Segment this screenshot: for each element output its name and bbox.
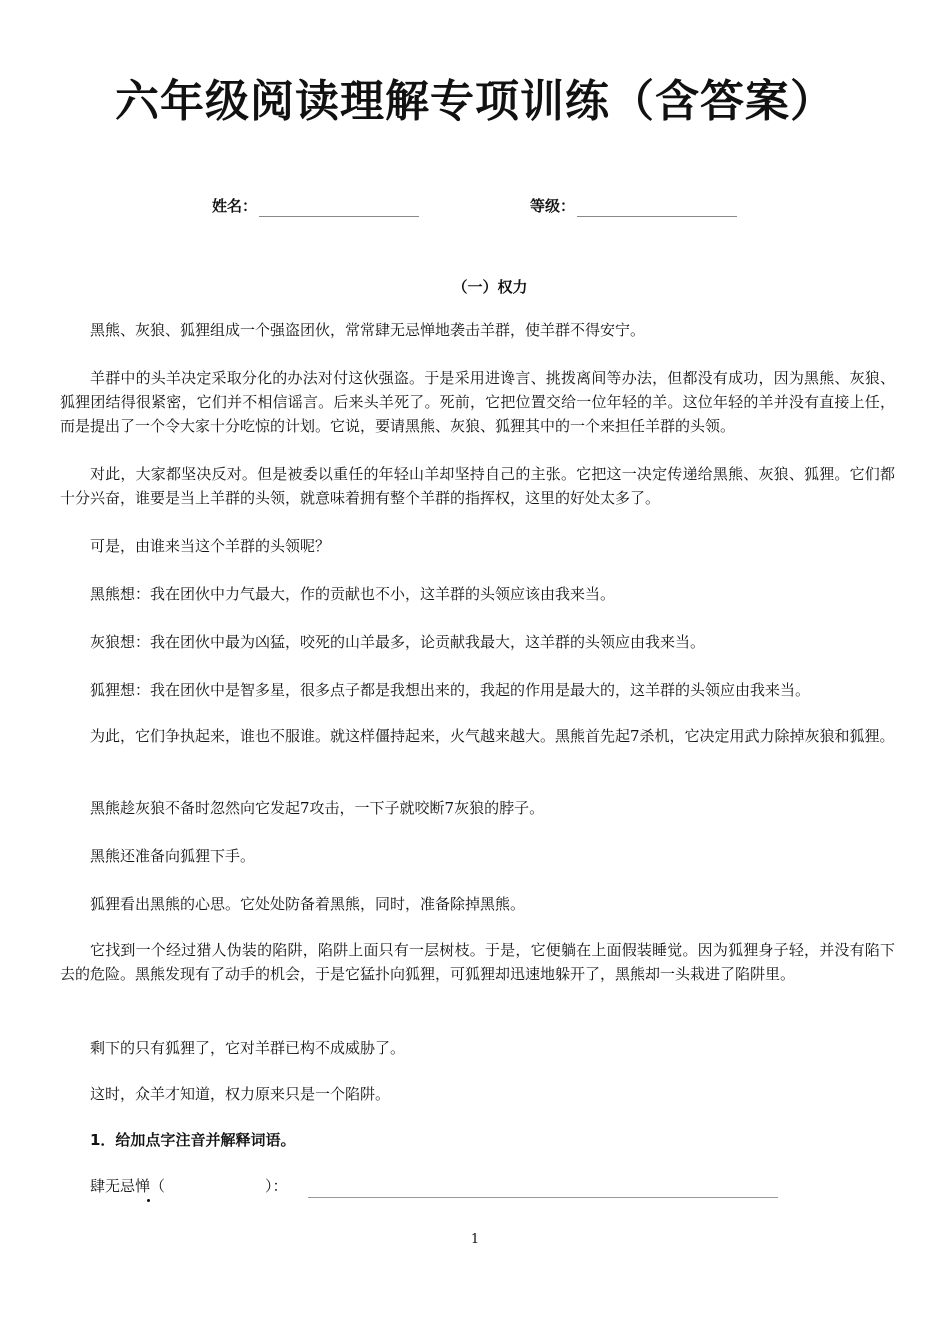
- question-1: 1．给加点字注音并解释词语。: [90, 1131, 296, 1149]
- story-paragraph: 狐狸看出黑熊的心思。它处处防备着黑熊，同时，准备除掉黑熊。: [90, 895, 526, 913]
- story-paragraph: 对此，大家都坚决反对。但是被委以重任的年轻山羊却坚持自己的主张。它把这一决定传递给黑熊、灰狼、狐狸。它们都十分兴奋，谁要是当上羊群的头领，就意味着拥有整个羊群的指挥权，这里的好处太多了。: [60, 465, 895, 507]
- story-paragraph: 羊群中的头羊决定采取分化的办法对付这伙强盗。于是采用进谗言、挑拨离间等办法，但都没有成功，因为黑熊、灰狼、狐狸团结得很紧密，它们并不相信谣言。后来头羊死了。死前，它把位置交给一位年轻的羊。这位年轻的羊并没有直接上任，而是提出了一个令大家十分吃惊的计划。它说，要请黑熊、灰狼、狐狸其中的一个来担任羊群的头领。: [60, 369, 895, 435]
- explanation-blank-line[interactable]: [308, 1179, 778, 1198]
- story-paragraph: 它找到一个经过猎人伪装的陷阱，陷阱上面只有一层树枝。于是，它便躺在上面假装睡觉。因为狐狸身子轻，并没有陷下去的危险。黑熊发现有了动手的机会，于是它猛扑向狐狸，可狐狸却迅速地躲开了，黑熊却一头栽进了陷阱里。: [60, 941, 895, 983]
- answer-row: [90, 1172, 778, 1198]
- name-blank-line[interactable]: [259, 198, 419, 217]
- paren-close: ）：: [265, 1177, 288, 1195]
- story-paragraph: 黑熊还准备向狐狸下手。: [90, 847, 256, 865]
- story-paragraph: 灰狼想：我在团伙中最为凶猛，咬死的山羊最多，论贡献我最大，这羊群的头领应由我来当。: [90, 633, 706, 651]
- page-number: 1: [470, 1232, 480, 1247]
- name-field-row: [212, 193, 419, 217]
- grade-blank-line[interactable]: [577, 198, 737, 217]
- story-paragraph: 黑熊趁灰狼不备时忽然向它发起7攻击，一下子就咬断7灰狼的脖子。: [90, 799, 545, 817]
- story-paragraph: 为此，它们争执起来，谁也不服谁。就这样僵持起来，火气越来越大。黑熊首先起7杀机，它决定用武力除掉灰狼和狐狸。: [90, 727, 895, 745]
- story-paragraph: 黑熊想：我在团伙中力气最大，作的贡献也不小，这羊群的头领应该由我来当。: [90, 585, 616, 603]
- vocab-term: [90, 1174, 150, 1198]
- section-heading: （一）权力: [452, 278, 528, 296]
- story-paragraph: 狐狸想：我在团伙中是智多星，很多点子都是我想出来的，我起的作用是最大的，这羊群的头领应由我来当。: [90, 681, 811, 699]
- story-paragraph: 剩下的只有狐狸了，它对羊群已构不成威胁了。: [90, 1039, 406, 1057]
- story-paragraph: 这时，众羊才知道，权力原来只是一个陷阱。: [90, 1085, 391, 1103]
- grade-field-row: [530, 193, 737, 217]
- emphasis-dot-icon: [147, 1199, 150, 1202]
- page-title: 六年级阅读理解专项训练（含答案）: [115, 76, 835, 127]
- story-paragraph: 黑熊、灰狼、狐狸组成一个强盗团伙，常常肆无忌惮地袭击羊群，使羊群不得安宁。: [90, 321, 646, 339]
- grade-label: 等级：: [530, 197, 576, 215]
- paren-open: （: [150, 1177, 166, 1195]
- story-paragraph: 可是，由谁来当这个羊群的头领呢？: [90, 537, 331, 555]
- name-label: 姓名：: [212, 197, 258, 215]
- vocab-term-text: 肆无忌惮: [90, 1177, 151, 1195]
